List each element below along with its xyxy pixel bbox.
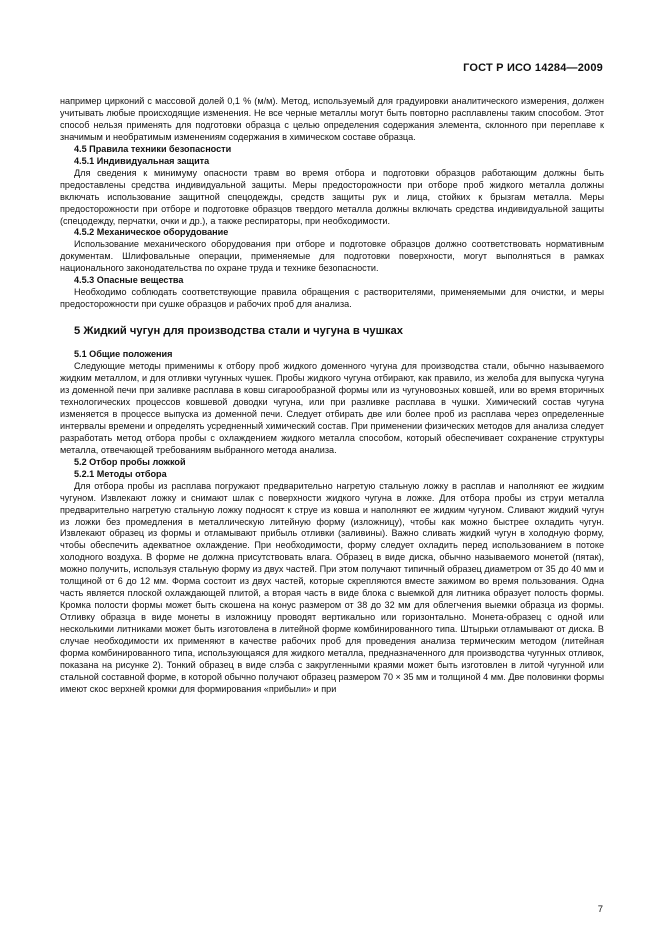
paragraph-5-1: Следующие методы применимы к отбору проб жидкого доменного чугуна для производства стали, обычно называемого жидким металлом, и для отливки чугунных чушек. Пробы жидкого чугуна отбирают, как правило, из желоба для выпуска чугуна из доменной печи при заливке расплава в ковш сигарообразной формы или из чугуновозных ковшей, или во время вторичных технологических процессов ковшевой доводки чугуна, или при разливке расплава в чушки. Химический состав чугуна изменяется в процессе выпуска из доменной печи. Следует отбирать две или более проб из расплава через определенные интервалы времени и определять усредненный химический состав. При применении физических методов для анализа следует разработать метод отбора пробы с охлаждением жидкого металла способом, который обеспечивает сохранение структуры металла, отвечающей требованиям выбранного метода анализа.	[60, 361, 604, 455]
paragraph-intro: например цирконий с массовой долей 0,1 % (м/м). Метод, используемый для градуировки аналитического измерения, должен учитывать любые происходящие изменения. Не все черные металлы могут быть повторно расплавлены таким способом. Этот способ нельзя применять для подготовки образца с целью определения содержания элемента, склонного при переплаве к значимым и необратимым изменениям содержания в химическом составе образца.	[60, 96, 604, 142]
heading-5: 5 Жидкий чугун для производства стали и чугуна в чушках	[74, 325, 403, 338]
heading-4-5-3: 4.5.3 Опасные вещества	[74, 275, 184, 286]
heading-5-2-1: 5.2.1 Методы отбора	[74, 468, 167, 479]
heading-4-5-2: 4.5.2 Механическое оборудование	[74, 227, 229, 238]
heading-5-1: 5.1 Общие положения	[74, 349, 173, 360]
paragraph-4-5-1: Для сведения к минимуму опасности травм во время отбора и подготовки образцов работающим должны быть предоставлены средства индивидуальной защиты. Меры предосторожности при отборе проб жидкого металла должны включать использование защитной спецодежды, средств защиты рук и лица, стойких к брызгам металла. Меры предосторожности при отборе и подготовке образцов твердого металла должны включать средства индивидуальной защиты (спецодежду, перчатки, очки и др.), а также респираторы, при необходимости.	[60, 167, 604, 226]
document-body	[60, 96, 604, 696]
paragraph-5-2-1: Для отбора пробы из расплава погружают предварительно нагретую стальную ложку в расплав и наполняют ее жидким чугуном. Извлекают ложку и снимают шлак с поверхности жидкого чугуна в ложке. Для отбора пробы из струи металла предварительно нагретую стальную ложку подносят к струе из ковша и наполняют ее жидким чугуном. Сливают жидкий чугун из ложки без промедления в металлическую литейную форму (изложницу), чтобы как можно быстрее охладить чугун. Извлекают образец из формы и отламывают прибыль отливки (заливины). Важно сливать жидкий чугун в холодную форму, чтобы обеспечить адекватное охлаждение. При необходимости, форму следует охладить перед использованием в потоке холодного воздуха. В форме не должна присутствовать влага. Образец в виде диска, обычно называемого монетой (пятак), можно получить, используя стальную форму из двух частей. При этом получают типичный образец диаметром от 35 до 40 мм и толщиной от 6 до 12 мм. Форма состоит из двух частей, которые скрепляются вместе зажимом во время пользования. Одна часть является плоской охлаждающей плитой, а вторая часть в виде блока с выемкой для литника образует полость формы. Кромка полости формы может быть скошена на конус размером от 38 до 32 мм для облегчения выемки образца из формы. Отливку образца в виде монеты в изложницу проводят вертикально или горизонтально. Монета-образец с одной или несколькими литниками может быть изготовлена в литейной форме комбинированного типа. Штырьки отламывают от диска. В случае необходимости их применяют в качестве рабочих проб для проведения анализа термическим методом (литейная форма комбинированного типа, использующаяся для жидкого металла, предназначенного для производства чугунных отливок, показана на рисунке 2). Тонкий образец в виде слэба с закругленными краями может быть изготовлен в литой чугунной или стальной составной форме, в которой обычно получают образец размером 70 × 35 мм и толщиной 4 мм. Две половинки формы имеют скос верхней кромки для формирования «прибыли» и при	[60, 480, 604, 694]
paragraph-4-5-3: Необходимо соблюдать соответствующие правила обращения с растворителями, применяемыми для очистки, и меры предосторожности при сушке образцов и рабочих проб для анализа.	[60, 287, 604, 310]
paragraph-4-5-2: Использование механического оборудования при отборе и подготовке образцов должно соответствовать нормативным документам. Шлифовальные операции, применяемые для подготовки поверхности, могут выполняться в рамках национального законодательства по охране труда и технике безопасности.	[60, 239, 604, 274]
page-number: 7	[597, 904, 603, 915]
document-code: ГОСТ Р ИСО 14284—2009	[463, 62, 603, 74]
heading-4-5: 4.5 Правила техники безопасности	[74, 143, 232, 154]
heading-5-2: 5.2 Отбор пробы ложкой	[74, 456, 186, 467]
heading-4-5-1: 4.5.1 Индивидуальная защита	[74, 155, 210, 166]
